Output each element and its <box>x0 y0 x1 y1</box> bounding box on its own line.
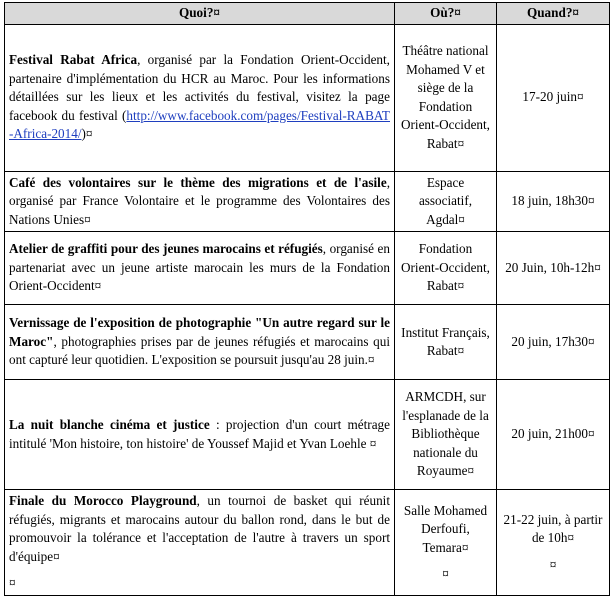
event-date <box>497 490 610 596</box>
event-text: , organisé par France Volontaire et le programme des Volontaires des Nations Unies¤ <box>9 174 390 227</box>
event-date: 17-20 juin¤ <box>497 24 610 171</box>
event-location-text: Salle Mohamed Derfoufi, Temara¤ <box>403 502 488 555</box>
event-location: ARMCDH, sur l'esplanade de la Bibliothèque nationale du Royaume¤ <box>395 380 497 490</box>
table-row <box>5 24 610 171</box>
spacer <box>501 548 605 556</box>
header-quoi: Quoi?¤ <box>5 3 395 25</box>
event-date-text: 21-22 juin, à partir de 10h¤ <box>503 511 603 546</box>
facebook-link[interactable]: http://www.facebook.com/pages/Festival-RABAT-Africa-2014/ <box>9 107 390 142</box>
event-location: Espace associatif, Agdal¤ <box>395 171 497 232</box>
table-row <box>5 380 610 490</box>
event-date: 20 juin, 21h00¤ <box>497 380 610 490</box>
event-date: 18 juin, 18h30¤ <box>497 171 610 232</box>
link-paren: ( <box>117 107 127 123</box>
event-location: Institut Français, Rabat¤ <box>395 305 497 380</box>
event-title: Vernissage de l'exposition de photographie "Un autre regard sur le Maroc" <box>9 315 390 349</box>
event-description <box>5 380 395 490</box>
event-title: La nuit blanche cinéma et justice <box>9 417 210 432</box>
event-text: , photographies prises par de jeunes réfugiés et marocains qui ont capturé leur quotidien. L'exposition se poursuit jusqu'au 28 juin.¤ <box>9 333 390 368</box>
table-row <box>5 305 610 380</box>
spacer <box>9 566 390 574</box>
cell-end-mark: ¤ <box>442 566 449 581</box>
events-table <box>4 2 610 596</box>
event-description <box>5 490 395 596</box>
table-row <box>5 490 610 596</box>
header-ou: Où?¤ <box>395 3 497 25</box>
event-location: Théâtre national Mohamed V et siège de la Fondation Orient-Occident, Rabat¤ <box>395 24 497 171</box>
event-title: Finale du Morocco Playground <box>9 493 197 509</box>
event-location: Fondation Orient-Occident, Rabat¤ <box>395 232 497 305</box>
event-text: : projection d'un court métrage intitulé 'Mon histoire, ton histoire' de Youssef Majid et Yvan Loehle ¤ <box>9 417 390 451</box>
event-description <box>5 171 395 232</box>
event-date: 20 Juin, 10h-12h¤ <box>497 232 610 305</box>
event-title: Festival Rabat Africa <box>9 52 138 68</box>
event-text: , organisé par la Fondation Orient-Occident, partenaire d'implémentation du HCR au Maroc. Pour les informations détaillées sur les lieux et les activités du festival, visitez la page facebook du festival <box>9 52 390 123</box>
spacer <box>399 557 492 565</box>
event-text: , un tournoi de basket qui réunit réfugiés, migrants et marocains autour du ballon rond, dans le but de promouvoir la tolérance et l'acceptation de l'autre à travers un sport d'équipe¤ <box>9 493 390 564</box>
cell-end-mark: ¤ <box>549 556 557 572</box>
event-title: Café des volontaires sur le thème des migrations et de l'asile <box>9 174 387 190</box>
event-description <box>5 232 395 305</box>
event-description <box>5 305 395 380</box>
event-description <box>5 24 395 171</box>
table-row <box>5 171 610 232</box>
event-location <box>395 490 497 596</box>
link-paren-close: )¤ <box>81 126 93 142</box>
cell-end-mark: ¤ <box>9 575 16 591</box>
event-text: , organisé en partenariat avec un jeune artiste marocain les murs de la Fondation Orient-Occident¤ <box>9 241 390 294</box>
event-title: Atelier de graffiti pour des jeunes marocains et réfugiés <box>9 241 323 257</box>
event-date: 20 juin, 17h30¤ <box>497 305 610 380</box>
header-row <box>5 3 610 25</box>
header-quand: Quand?¤ <box>497 3 610 25</box>
table-row <box>5 232 610 305</box>
